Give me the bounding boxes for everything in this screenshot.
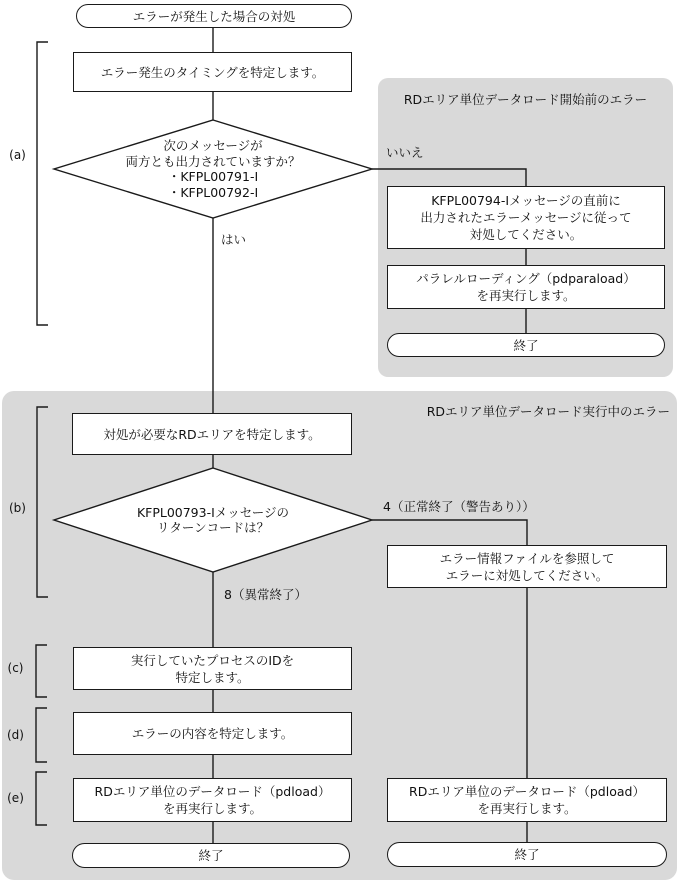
step-rerun-pdload-right [387, 778, 667, 822]
end-terminal-before-load-label: 終了 [513, 337, 539, 353]
start-terminal [76, 4, 352, 28]
decision-a-text [54, 130, 372, 208]
step-rerun-paraload-line1: パラレルローディング（pdparaload） [416, 271, 636, 286]
decision-b-line1: KFPL00793-Iメッセージの [136, 504, 290, 520]
bracket-label-a: (a) [9, 148, 26, 162]
connector-decision-a-no-branch [372, 169, 526, 186]
step-refer-errorfile-line2: エラーに対処してください。 [445, 567, 609, 583]
decision-a-line1: 次のメッセージが [163, 138, 263, 153]
decision-b-text [54, 489, 372, 551]
bracket-label-c: (c) [7, 661, 24, 675]
step-follow-line1: KFPL00794-Iメッセージの直前に [431, 193, 621, 208]
decision-a-line4: ・KFPL00792-I [167, 184, 259, 200]
step-refer-errorfile-line1: エラー情報ファイルを参照して [439, 550, 615, 566]
bracket-a [37, 42, 48, 325]
connector-decision-b-rc4-branch [372, 520, 527, 545]
step-identify-rdarea [72, 413, 352, 455]
edge-label-yes: はい [221, 232, 247, 247]
step-identify-process-line1: 実行していたプロセスのIDを [130, 652, 295, 668]
step-follow-line2: 出力されたエラーメッセージに従って [420, 210, 632, 225]
panel-title-before-load: RDエリア単位データロード開始前のエラー [403, 92, 648, 107]
decision-a-line3: ・KFPL00791-I [167, 169, 259, 184]
start-terminal-label: エラーが発生した場合の対処 [132, 8, 296, 24]
step-identify-error [73, 712, 352, 755]
step-refer-errorfile [387, 545, 667, 588]
edge-label-no: いいえ [386, 145, 424, 160]
bracket-e [36, 772, 47, 825]
decision-a-line2: 両方とも出力されていますか？ [125, 153, 301, 169]
step-rerun-paraload-line2: を再実行します。 [476, 288, 576, 303]
bracket-label-d: (d) [7, 728, 24, 742]
panel-title-during-load: RDエリア単位データロード実行中のエラー [426, 404, 670, 419]
step-identify-timing-label: エラー発生のタイミングを特定します。 [100, 64, 325, 80]
end-terminal-left-label: 終了 [198, 848, 224, 863]
bracket-b [37, 407, 48, 597]
step-rerun-paraload [387, 265, 665, 309]
end-terminal-left [72, 843, 350, 868]
step-identify-rdarea-label: 対処が必要なRDエリアを特定します。 [103, 426, 321, 442]
step-rerun-pdload-right-line2: を再実行します。 [477, 801, 577, 816]
bracket-d [36, 708, 47, 762]
step-identify-error-label: エラーの内容を特定します。 [131, 726, 294, 741]
step-rerun-pdload-right-line1: RDエリア単位のデータロード（pdload） [409, 784, 645, 799]
step-rerun-pdload-left [73, 778, 352, 822]
bracket-c [36, 645, 47, 697]
edge-label-rc8: 8（異常終了） [224, 587, 307, 602]
step-rerun-pdload-left-line1: RDエリア単位のデータロード（pdload） [94, 784, 331, 799]
step-follow-error-message [387, 186, 665, 249]
step-identify-timing [73, 52, 352, 92]
end-terminal-right-label: 終了 [514, 847, 540, 862]
bracket-label-e: (e) [7, 791, 24, 805]
bracket-label-b: (b) [9, 501, 26, 515]
step-rerun-pdload-left-line2: を再実行します。 [162, 801, 262, 816]
edge-label-rc4: 4（正常終了（警告あり）） [383, 499, 535, 514]
end-terminal-before-load [387, 333, 665, 357]
decision-b-line2: リターンコードは？ [156, 520, 270, 535]
end-terminal-right [387, 842, 667, 867]
step-follow-line3: 対処してください。 [469, 227, 583, 242]
step-identify-process [73, 647, 352, 690]
step-identify-process-line2: 特定します。 [175, 669, 250, 685]
